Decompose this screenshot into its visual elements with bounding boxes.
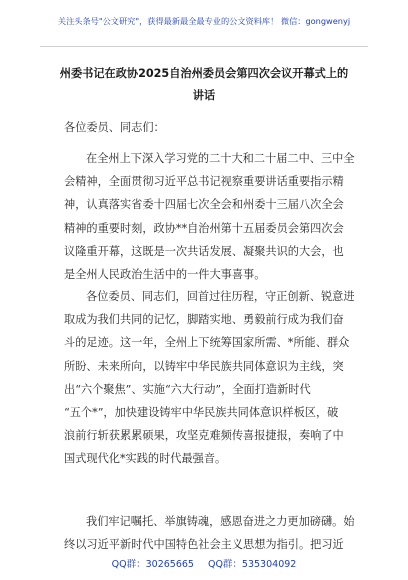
header-banner: 关注头条号"公文研究"，获得最新最全最专业的公文资料库！ 微信：gongwenyj [57,16,351,26]
paragraph-line: 出“六个聚焦”、实施“六大行动”，全面打造新时代 [64,382,311,396]
paragraph-line: 浪前行斩获累累硕果，攻坚克难频传喜报捷报，奏响了中 [64,429,344,443]
paragraph-line: “五个*”，加快建设铸牢中华民族共同体意识样板区，破 [64,405,339,419]
paragraph-line: 会精神，全面贯彻习近平总书记视察重要讲话重要指示精 [64,175,344,189]
paragraph-line: 是全州人民政治生活中的一件大事喜事。 [64,267,266,281]
paragraph-line: 斗的足迹。这一年，全州上下统筹国家所需、*所能、群众 [64,336,350,350]
paragraph-2 [64,285,356,471]
paragraph-line: 神，认真落实省委十四届七次全会和州委十三届八次全会 [64,198,344,212]
header-divider [40,46,368,47]
paragraph-line: 国式现代化*实践的时代最强音。 [64,452,227,466]
paragraph-line: 议隆重开幕，这既是一次共话发展、凝聚共识的大会，也 [64,244,344,258]
footer-contact [0,556,408,570]
paragraph-line: 终以习近平新时代中国特色社会主义思想为指引。把习近 [64,538,344,552]
title-line: 州委书记在政协2025自治州委员会第四次会议开幕式上的 [59,67,349,80]
document-title [44,63,364,107]
paragraph-line: 在全州上下深入学习党的二十大和二十届二中、三中全 [86,152,355,165]
salutation: 各位委员、同志们： [64,121,165,134]
paragraph-line: 取成为我们共同的记忆，脚踏实地、勇毅前行成为我们奋 [64,313,344,327]
paragraph-1 [64,147,356,286]
qq-group-1: QQ群：30265665 [111,559,194,570]
qq-group-2: QQ群：535304092 [207,559,297,570]
title-line: 讲话 [192,89,216,102]
paragraph-line: 各位委员、同志们，回首过往历程，守正创新、锐意进 [86,290,355,303]
paragraph-line: 精神的重要时刻，政协**自治州第十五届委员会第四次会 [64,221,344,235]
paragraph-3 [64,510,356,556]
paragraph-line: 所盼、未来所向，以铸牢中华民族共同体意识为主线，突 [64,359,344,373]
paragraph-line: 我们牢记嘱托、举旗铸魂，感恩奋进之力更加磅礴。始 [86,515,355,528]
